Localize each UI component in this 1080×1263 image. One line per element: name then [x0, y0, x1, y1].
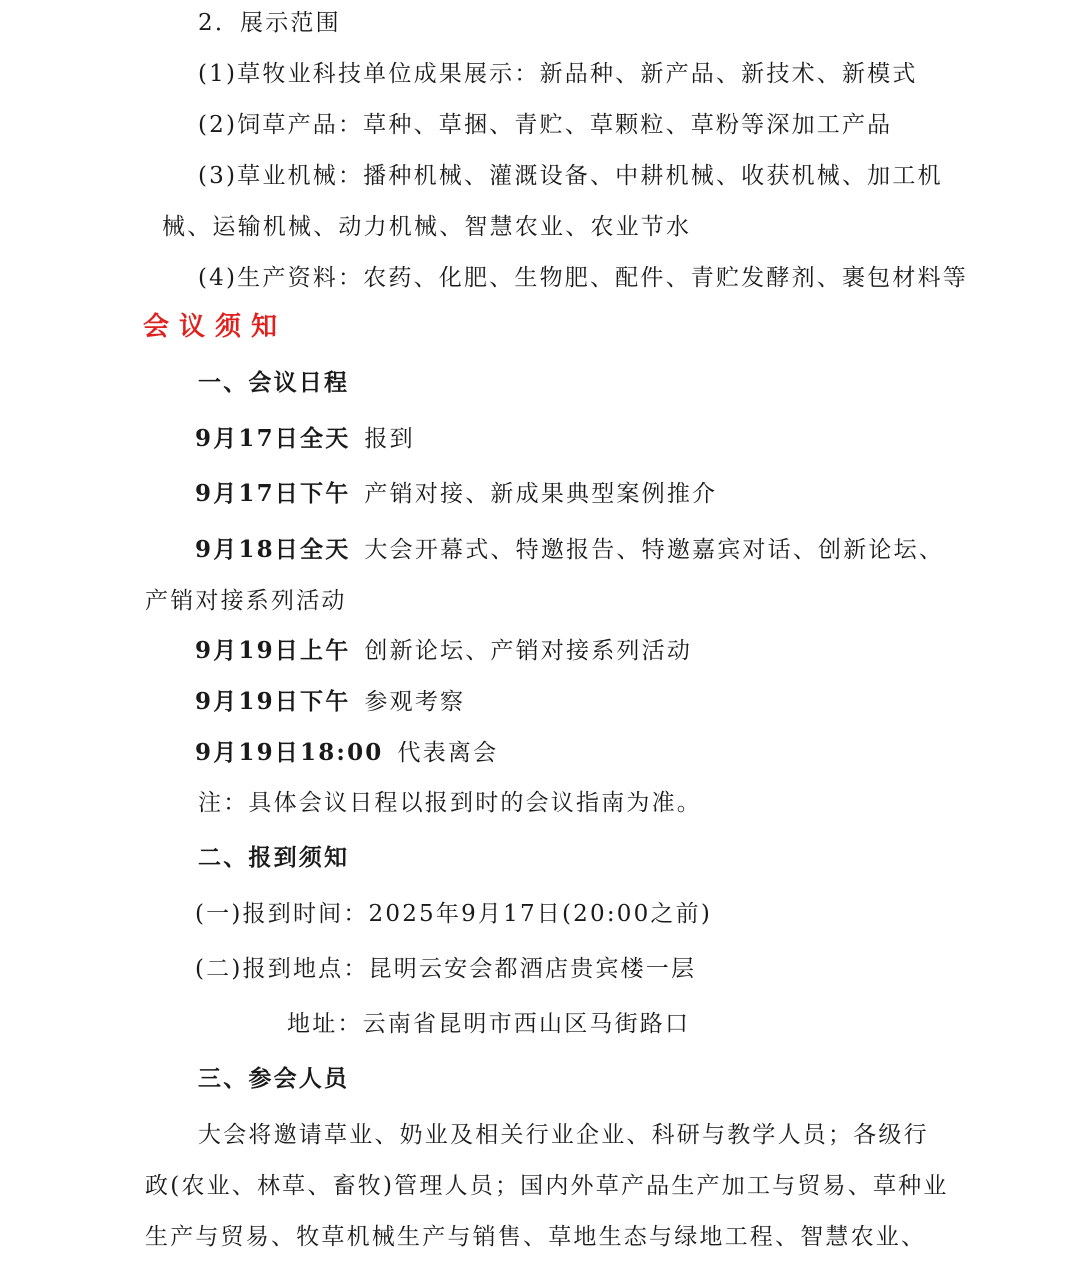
registration-place: (二)报到地点：昆明云安会都酒店贵宾楼一层	[195, 956, 697, 982]
scope-item-1: (1)草牧业科技单位成果展示：新品种、新产品、新技术、新模式	[198, 61, 918, 87]
schedule-row	[195, 636, 692, 666]
scope-item-4: (4)生产资料：农药、化肥、生物肥、配件、青贮发酵剂、裹包材料等	[198, 265, 968, 291]
notice-title: 会议须知	[143, 312, 288, 342]
schedule-desc: 参观考察	[364, 689, 466, 715]
schedule-row	[195, 424, 415, 454]
schedule-note: 注：具体会议日程以报到时的会议指南为准。	[198, 790, 702, 816]
schedule-time: 9月17日全天	[195, 425, 351, 452]
schedule-row-cont	[145, 586, 347, 616]
schedule-time: 9月17日下午	[195, 480, 351, 507]
schedule-desc: 大会开幕式、特邀报告、特邀嘉宾对话、创新论坛、	[364, 537, 945, 563]
attendees-heading: 三、参会人员	[198, 1066, 350, 1092]
attendees-line: 大会将邀请草业、奶业及相关行业企业、科研与教学人员；各级行	[198, 1122, 929, 1148]
schedule-row	[195, 535, 944, 565]
schedule-desc: 产销对接系列活动	[145, 588, 347, 614]
schedule-desc: 产销对接、新成果典型案例推介	[364, 481, 718, 507]
schedule-time: 9月19日18:00	[195, 739, 384, 766]
schedule-desc: 报到	[364, 426, 415, 452]
scope-item-3: (3)草业机械：播种机械、灌溉设备、中耕机械、收获机械、加工机	[198, 163, 943, 189]
registration-heading: 二、报到须知	[198, 845, 350, 871]
registration-time: (一)报到时间：2025年9月17日(20:00之前)	[195, 901, 713, 927]
scope-item-2: (2)饲草产品：草种、草捆、青贮、草颗粒、草粉等深加工产品	[198, 112, 893, 138]
attendees-line: 政(农业、林草、畜牧)管理人员；国内外草产品生产加工与贸易、草种业	[145, 1173, 949, 1199]
scope-heading: 2．展示范围	[198, 10, 341, 36]
schedule-desc: 创新论坛、产销对接系列活动	[364, 638, 693, 664]
registration-address: 地址：云南省昆明市西山区马街路口	[287, 1011, 691, 1037]
schedule-time: 9月19日下午	[195, 688, 351, 715]
schedule-time: 9月19日上午	[195, 637, 351, 664]
schedule-time: 9月18日全天	[195, 536, 351, 563]
attendees-line: 生产与贸易、牧草机械生产与销售、草地生态与绿地工程、智慧农业、	[145, 1224, 927, 1250]
scope-item-3-cont: 械、运输机械、动力机械、智慧农业、农业节水	[162, 214, 692, 240]
schedule-desc: 代表离会	[397, 740, 499, 766]
schedule-row	[195, 738, 498, 768]
schedule-row	[195, 687, 465, 717]
schedule-row	[195, 479, 717, 509]
schedule-heading: 一、会议日程	[198, 370, 350, 396]
